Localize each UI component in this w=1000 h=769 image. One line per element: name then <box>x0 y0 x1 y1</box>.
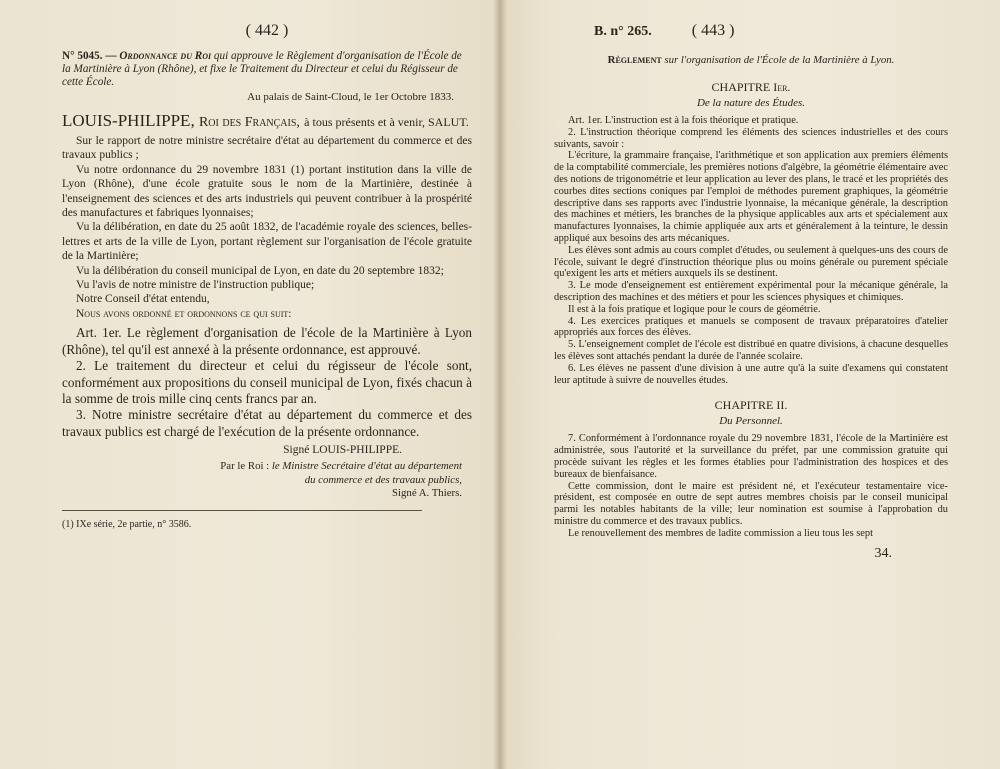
king-name: LOUIS-PHILIPPE, <box>62 111 195 130</box>
ordinance-title <box>62 50 472 89</box>
footnote: (1) IXe série, 2e partie, n° 3586. <box>62 519 192 531</box>
book-gutter <box>493 0 507 769</box>
king-heading <box>62 111 472 132</box>
preamble-paragraph: Notre Conseil d'état entendu, <box>76 293 210 306</box>
king-salutation: à tous présents et à venir, SALUT. <box>304 115 469 129</box>
ordinance-title-lead: Ordonnance du Roi <box>119 50 212 62</box>
regulation-paragraph: Art. 1er. L'instruction est à la fois théorique et pratique. <box>568 115 799 126</box>
royal-signature: Signé LOUIS-PHILIPPE. <box>283 444 402 457</box>
regulation-paragraph: 2. L'instruction théorique comprend les éléments des sciences industrielles et des cours suivants, savoir : <box>554 126 948 150</box>
preamble-paragraph: Sur le rapport de notre ministre secrétaire d'état au département du commerce et des travaux publics ; <box>62 135 472 162</box>
article-1: Art. 1er. Le règlement d'organisation de l'école de la Martinière à Lyon (Rhône), tel qu'il est annexé à la présente ordonnance, est approuvé. <box>62 325 472 357</box>
regulation-paragraph: Les élèves sont admis au cours complet d'études, ou seulement à quelques-uns des cours de l'école, suivant le degré d'instruction théorique plus ou moins générale ou purement spéciale qu'exigent les arts et métiers auxquels ils se destinent. <box>554 244 948 280</box>
regulation-paragraph: Il est à la fois pratique et logique pour le cours de géométrie. <box>568 303 821 315</box>
page-number-left: ( 442 ) <box>245 22 289 39</box>
countersignature <box>62 460 462 500</box>
regulation-paragraph: 4. Les exercices pratiques et manuels se composent de travaux préparatoires d'atelier appropriés aux forces des élèves. <box>554 315 948 339</box>
regulation-paragraph: 6. Les élèves ne passent d'une division à une autre qu'à la suite d'examens qui constatent leur aptitude à suivre de nouvelles études. <box>554 362 948 386</box>
chapter-1-subtitle: De la nature des Études. <box>696 97 806 109</box>
preamble-paragraph: Vu la délibération du conseil municipal de Lyon, en date du 20 septembre 1832; <box>76 264 444 277</box>
preamble-paragraph: Vu l'avis de notre ministre de l'instruction publique; <box>76 279 315 292</box>
ordinance-number: N° 5045. — <box>62 50 117 62</box>
king-title: Roi des Français, <box>198 115 300 130</box>
par-le-roi: Par le Roi : <box>220 460 270 473</box>
regulation-paragraph: 5. L'enseignement complet de l'école est distribué en quatre divisions, à chacune desquelles les élèves sont attachés pendant la durée de l'année scolaire. <box>554 339 948 362</box>
preamble-paragraph: Vu la délibération, en date du 25 août 1832, de l'académie royale des sciences, belles-lettres et arts de la ville de Lyon, portant règlement sur l'organisation de l'école gratuite de la Martinière; <box>62 221 472 263</box>
footnote-divider <box>62 510 422 511</box>
regulation-title <box>554 54 948 66</box>
regulation-paragraph: Le renouvellement des membres de ladite commission a lieu tous les sept <box>568 527 874 539</box>
minister-signature: Signé A. Thiers. <box>392 486 462 499</box>
bulletin-number: B. n° 265. <box>594 24 652 39</box>
regulation-title-rest: sur l'organisation de l'École de la Martinière à Lyon. <box>664 54 895 66</box>
minister-line-2: du commerce et des travaux publics, <box>304 473 462 486</box>
regulation-paragraph: 7. Conformément à l'ordonnance royale du 29 novembre 1831, l'école de la Martinière est administrée, sous l'autorité et la surveillance du préfet, par une commission gratuite qui procède suivant les règles et les formes établies pour l'administration des hospices et des bureaux de bienfaisance. <box>554 433 948 480</box>
signature-mark: 34. <box>874 545 892 561</box>
article-3: 3. Notre ministre secrétaire d'état au département du commerce et des travaux publics est chargé de l'exécution de la présente ordonnance. <box>62 407 472 439</box>
enacting-clause: Nous avons ordonné et ordonnons ce qui suit: <box>76 307 292 320</box>
chapter-2-heading: CHAPITRE II. <box>714 398 788 413</box>
preamble-paragraph: Vu notre ordonnance du 29 novembre 1831 (1) portant institution dans la ville de Lyon (Rhône), d'une école gratuite sous le nom de la Martinière, destinée à l'enseignement des sciences et des arts industriels qui peuvent contribuer à la prospérité des manufactures et fabriques lyonnaises; <box>62 163 472 220</box>
ordinance-title-rest: qui approuve le Règlement d'organisation de l'École de la Martinière à Lyon (Rhône), et fixe le Traitement du Directeur et celui du Régisseur de cette École. <box>62 50 462 88</box>
article-2: 2. Le traitement du directeur et celui du régisseur de l'école sont, conformément aux propositions du conseil municipal de Lyon, fixés chacun à la somme de trois mille cinq cents francs par an. <box>62 358 472 406</box>
regulation-title-lead: Règlement <box>607 54 662 66</box>
regulation-paragraph: Cette commission, dont le maire est président né, et l'exécuteur testamentaire vice-président, est composée en outre de sept autres membres choisis par le conseil municipal parmi les notables habitants de la ville; leur nomination est soumise à l'approbation du ministre du commerce et des travaux publics. <box>554 480 948 527</box>
running-head-right <box>554 22 948 40</box>
regulation-paragraph: L'écriture, la grammaire française, l'arithmétique et son application aux premiers éléments de la comptabilité commerciale, les premières notions d'algèbre, la géométrie élémentaire avec des notions de trigonométrie et leur application au lever des plans, le tracé et les propriétés des courbes dites sections coniques par l'emploi de méthodes purement graphiques, la géométrie descriptive dans ses rapports avec l'industrie lyonnaise, la mécanique générale, la description des machines et métiers, les branches de la physique applicables aux arts et spécialement aux manufactures lyonnaises, la chimie appliquée aux arts et généralement à la teinture, le dessin appliqué aux besoins des arts mécaniques. <box>554 150 948 244</box>
right-page <box>500 0 1000 769</box>
page-number-right: ( 443 ) <box>691 22 735 39</box>
chapter-2-subtitle: Du Personnel. <box>719 415 783 428</box>
dateline: Au palais de Saint-Cloud, le 1er Octobre 1833. <box>247 91 454 103</box>
regulation-paragraph: 3. Le mode d'enseignement est entièrement expérimental pour la mécanique générale, la description des machines et des métiers et pour les sciences physiques et chimiques. <box>554 280 948 303</box>
minister-line-1: le Ministre Secrétaire d'état au département <box>271 460 462 473</box>
chapter-1-heading: CHAPITRE Ier. <box>711 80 791 94</box>
